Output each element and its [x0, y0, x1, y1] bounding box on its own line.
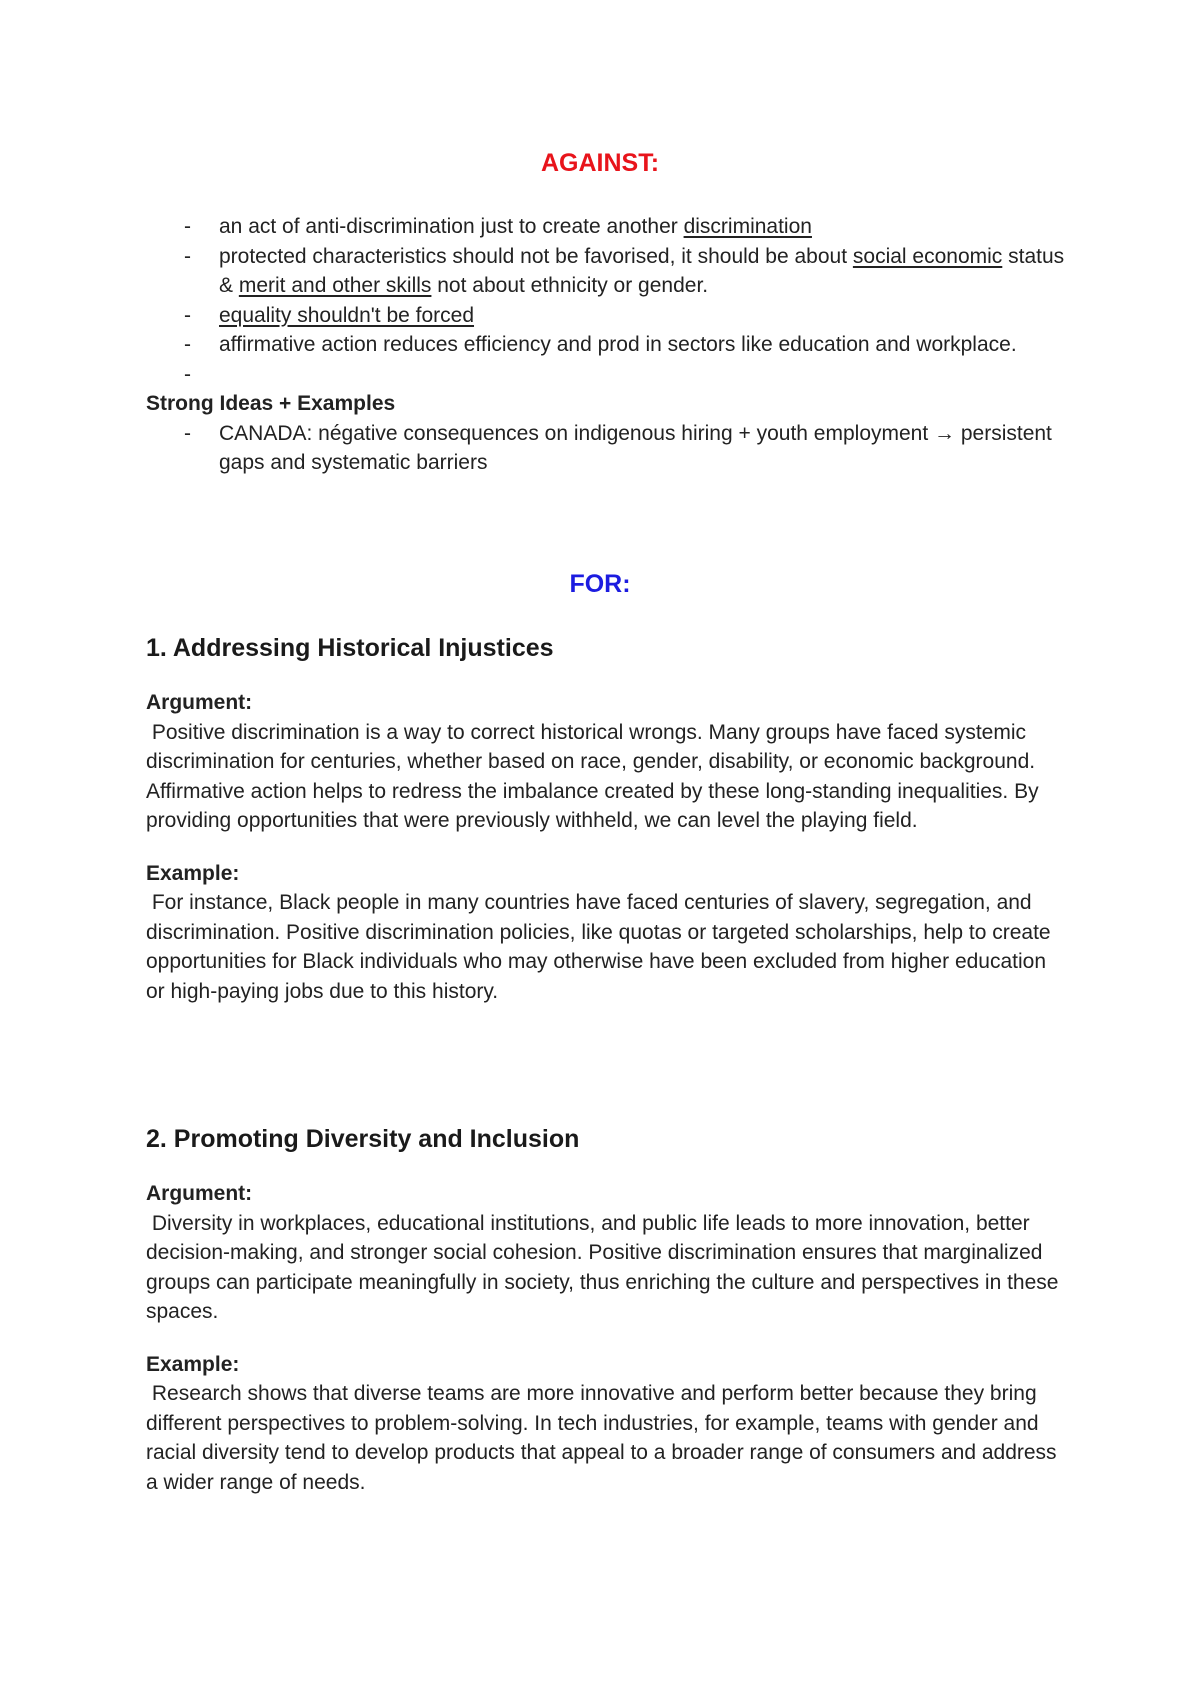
- for-section-2: [146, 1124, 1066, 1497]
- strong-ideas-list: [146, 419, 1066, 478]
- underlined-text: social economic: [852, 244, 1003, 268]
- underlined-text: equality shouldn't be forced: [219, 303, 475, 327]
- list-item: [146, 301, 1066, 331]
- list-item: - affirmative action reduces efficiency and prod in sectors like education and workplace.: [146, 330, 1066, 360]
- argument-text: Diversity in workplaces, educational institutions, and public life leads to more innovation, better decision-making, and stronger social cohesion. Positive discrimination ensures that marginalized groups can participate meaningfully in society, thus enriching the culture and perspectives in these spaces.: [146, 1211, 1065, 1323]
- example-label: Example:: [146, 861, 240, 885]
- example-text: Research shows that diverse teams are more innovative and perform better because they bring different perspectives to problem-solving. In tech industries, for example, teams with gender and racial diversity tend to develop products that appeal to a broader range of consumers and address a wider range of needs.: [146, 1382, 1063, 1494]
- for-title: FOR:: [569, 570, 631, 598]
- strong-ideas-heading: Strong Ideas + Examples: [146, 392, 396, 415]
- section-heading: 2. Promoting Diversity and Inclusion: [146, 1125, 580, 1153]
- list-item: [146, 360, 1066, 390]
- argument-label: Argument:: [146, 691, 253, 714]
- against-title: AGAINST:: [540, 149, 660, 177]
- list-item: - an act of anti-discrimination just to create another discrimination: [146, 212, 1066, 242]
- list-item: - protected characteristics should not be favorised, it should be about social economic status & merit and other skills not about ethnicity or gender.: [146, 242, 1066, 301]
- example-label: Example:: [146, 1352, 240, 1376]
- section-heading: 1. Addressing Historical Injustices: [146, 634, 554, 662]
- for-section-1: [146, 633, 1066, 1006]
- against-list-block: [146, 212, 1066, 478]
- argument-label: Argument:: [146, 1182, 253, 1205]
- underlined-text: discrimination: [683, 215, 812, 238]
- list-item: - CANADA: négative consequences on indigenous hiring + youth employment → persistent gaps and systematic barriers: [146, 419, 1066, 478]
- underlined-text: merit and other skills: [238, 274, 432, 297]
- argument-text: Positive discrimination is a way to correct historical wrongs. Many groups have faced systemic discrimination for centuries, whether based on race, gender, disability, or economic background. Affirmative action helps to redress the imbalance created by these long-standing inequalities. By providing opportunities that were previously withheld, we can level the playing field.: [146, 720, 1045, 832]
- example-text: For instance, Black people in many countries have faced centuries of slavery, segregation, and discrimination. Positive discrimination policies, like quotas or targeted scholarships, help to create opportunities for Black individuals who may otherwise have been excluded from higher education or high-paying jobs due to this history.: [146, 891, 1057, 1003]
- against-list: [146, 212, 1066, 389]
